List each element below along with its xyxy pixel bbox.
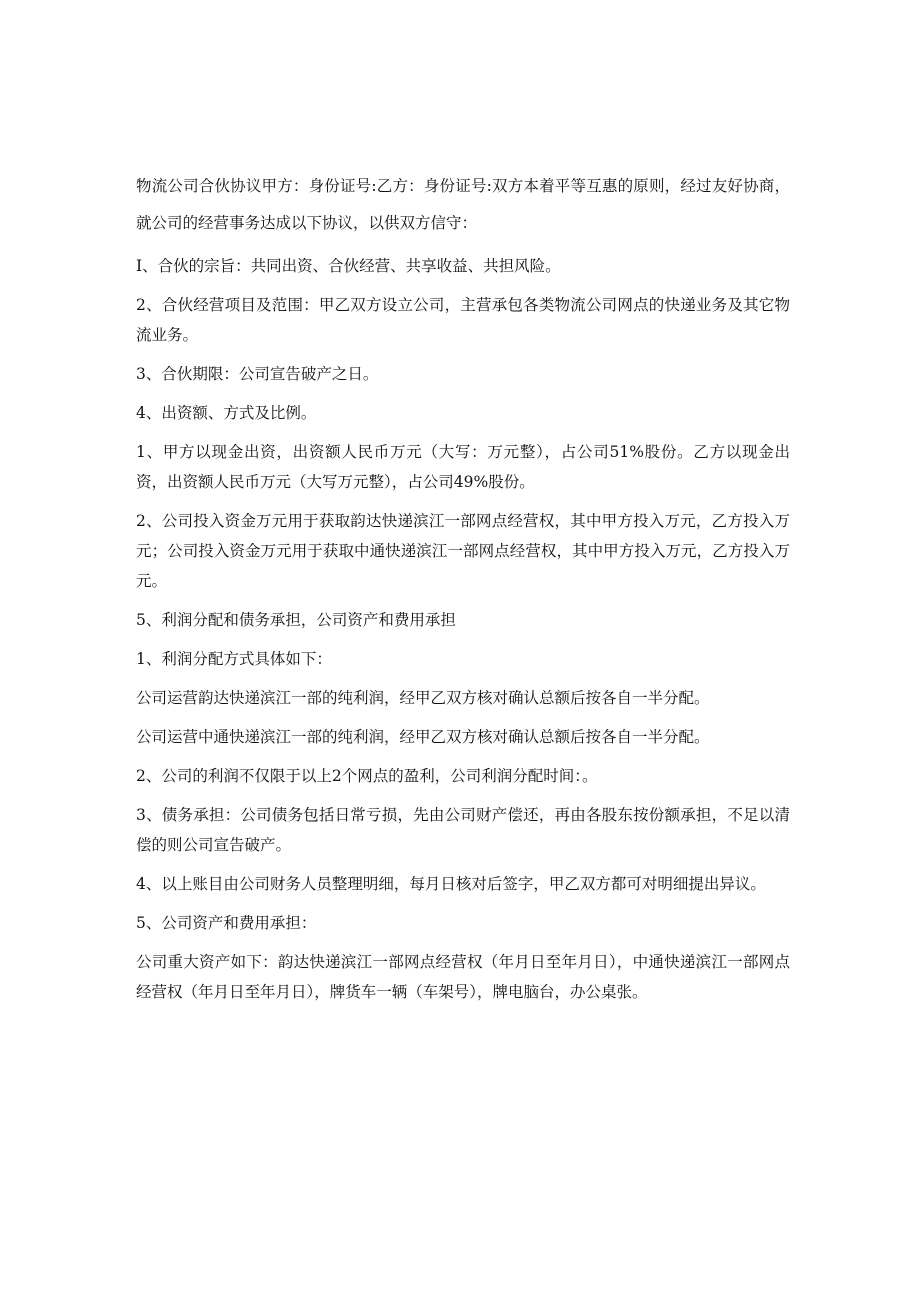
paragraph-profit-yunda: 公司运营韵达快递滨江一部的纯利润，经甲乙双方核对确认总额后按各自一半分配。 (136, 689, 710, 707)
paragraph-capital-shares: 1、甲方以现金出资，出资额人民币万元（大写：万元整），占公司51%股份。乙方以现金出资，出资额人民币万元（大写万元整），占公司49%股份。 (136, 443, 790, 491)
paragraph-purpose: I、合伙的宗旨：共同出资、合伙经营、共享收益、共担风险。 (136, 257, 561, 275)
paragraph-capital-heading: 4、出资额、方式及比例。 (136, 404, 317, 422)
paragraph-debt: 3、债务承担：公司债务包括日常亏损，先由公司财产偿还，再由各股东按份额承担，不足以清偿的则公司宣告破产。 (136, 806, 790, 854)
paragraph-intro: 物流公司合伙协议甲方：身份证号:乙方：身份证号:双方本着平等互惠的原则，经过友好协商，就公司的经营事务达成以下协议，以供双方信守： (136, 177, 790, 232)
paragraph-accounts: 4、以上账目由公司财务人员整理明细，每月日核对后签字，甲乙双方都可对明细提出异议。 (136, 875, 766, 893)
paragraph-scope: 2、合伙经营项目及范围：甲乙双方设立公司，主营承包各类物流公司网点的快递业务及其它物流业务。 (136, 296, 790, 344)
paragraph-capital-investment: 2、公司投入资金万元用于获取韵达快递滨江一部网点经营权，其中甲方投入万元，乙方投入万元；公司投入资金万元用于获取中通快递滨江一部网点经营权，其中甲方投入万元，乙方投入万元。 (136, 512, 790, 590)
paragraph-assets-heading: 5、公司资产和费用承担： (136, 914, 317, 932)
paragraph-profit-method: 1、利润分配方式具体如下： (136, 650, 332, 668)
paragraph-term: 3、合伙期限：公司宣告破产之日。 (136, 365, 379, 383)
paragraph-assets-list: 公司重大资产如下：韵达快递滨江一部网点经营权（年月日至年月日），中通快递滨江一部网点经营权（年月日至年月日），牌货车一辆（车架号），牌电脑台，办公桌张。 (136, 953, 790, 1001)
paragraph-profit-heading: 5、利润分配和债务承担，公司资产和费用承担 (136, 611, 456, 629)
paragraph-profit-time: 2、公司的利润不仅限于以上2个网点的盈利，公司利润分配时间：。 (136, 767, 598, 785)
paragraph-profit-zto: 公司运营中通快递滨江一部的纯利润，经甲乙双方核对确认总额后按各自一半分配。 (136, 728, 710, 746)
document-body (136, 168, 790, 1016)
